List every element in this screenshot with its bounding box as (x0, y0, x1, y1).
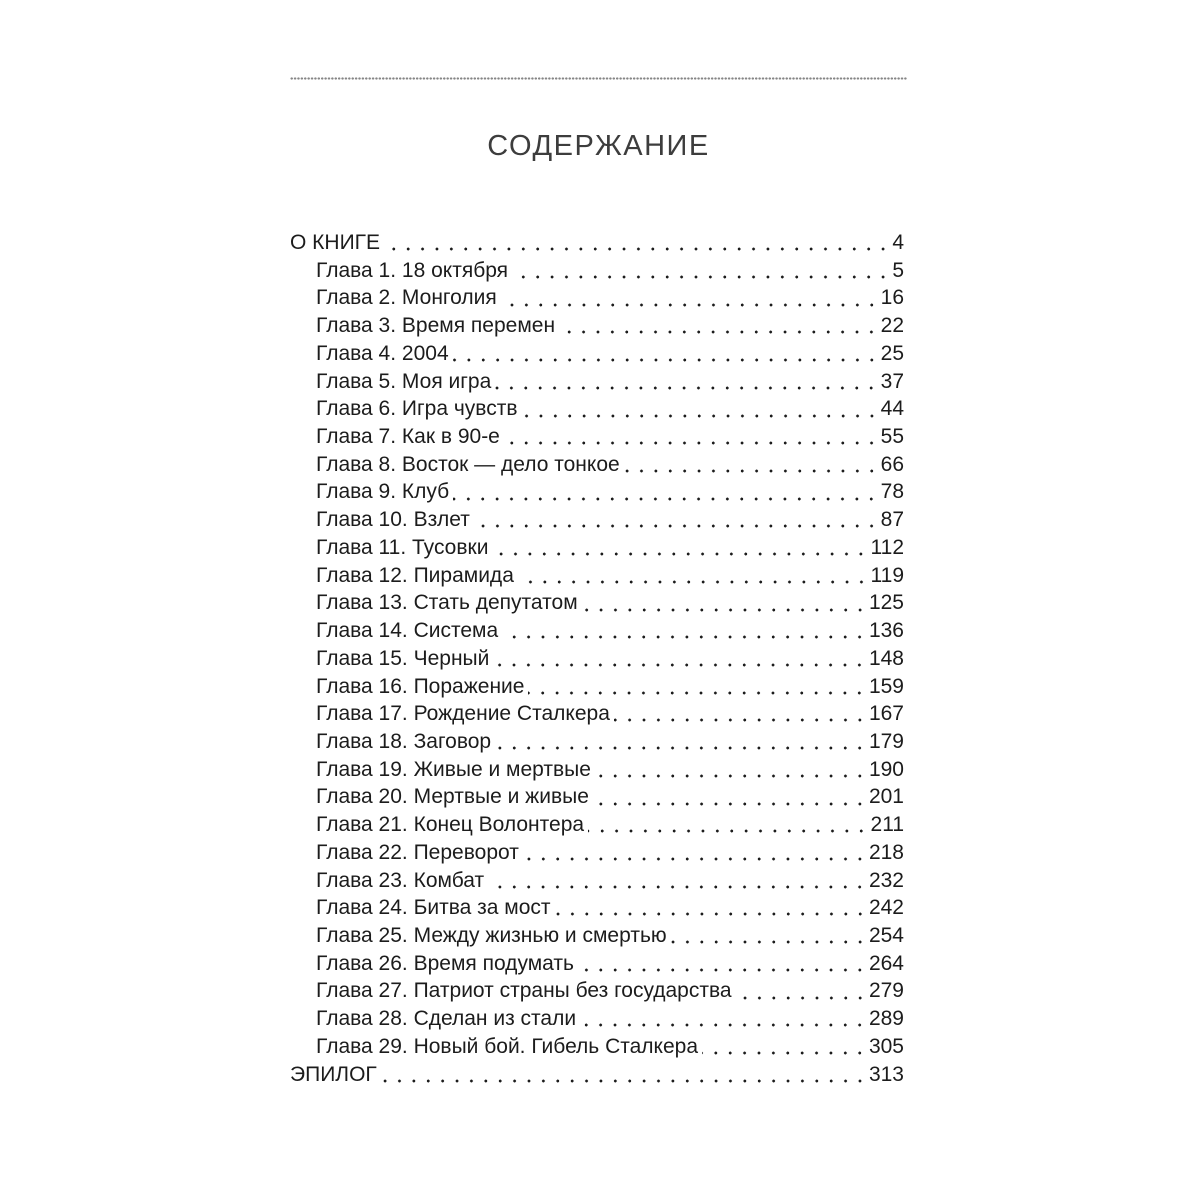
toc-entry (290, 257, 904, 285)
toc-entry-label: Глава 16. Поражение (316, 674, 525, 698)
toc-entry-page: 159 (868, 674, 904, 698)
toc-entry-label: Глава 18. Заговор (316, 729, 492, 753)
toc-entry (290, 922, 904, 950)
toc-entry-label: Глава 9. Клуб (316, 480, 450, 504)
toc-entry-page: 218 (868, 840, 904, 864)
dot-leader (614, 718, 868, 722)
toc-entry-page: 136 (868, 619, 904, 643)
toc-entry-page: 55 (880, 425, 904, 449)
toc-entry (290, 728, 904, 756)
toc-entry-page: 25 (880, 341, 904, 365)
toc-entry-page: 16 (880, 286, 904, 310)
toc-entry (290, 783, 904, 811)
toc-entry-page: 313 (868, 1062, 904, 1086)
toc-entry-label: Глава 28. Сделан из стали (316, 1007, 577, 1031)
toc-entry (290, 478, 904, 506)
toc-entry-label: Глава 12. Пирамида (316, 563, 514, 587)
toc-entry (290, 506, 904, 534)
toc-entry-label: Глава 7. Как в 90-е (316, 425, 500, 449)
toc-entry-label: Глава 19. Живые и мертвые (316, 757, 591, 781)
dot-leader (593, 802, 868, 806)
toc-entry-page: 211 (870, 813, 904, 837)
toc-entry-page: 44 (880, 397, 904, 421)
toc-entry-label: О КНИГЕ (290, 231, 381, 254)
toc-entry-page: 232 (868, 868, 904, 892)
dot-leader (578, 968, 868, 972)
toc-entry-page: 148 (868, 646, 904, 670)
toc-entry-page: 125 (868, 591, 904, 615)
dot-leader (504, 441, 880, 445)
dot-leader (595, 774, 868, 778)
toc-entry-label: Глава 3. Время перемен (316, 314, 556, 338)
toc-entry-label: Глава 25. Между жизнью и смертью (316, 923, 667, 947)
toc-entry (290, 340, 904, 368)
toc-entry-label: ЭПИЛОГ (290, 1062, 377, 1086)
dot-leader (522, 414, 880, 418)
dot-leader (518, 580, 870, 584)
toc-entry (290, 867, 904, 895)
toc-entry (290, 368, 904, 396)
toc-entry-page: 289 (868, 1007, 904, 1031)
toc-entry-page: 119 (870, 563, 904, 587)
dot-leader (624, 469, 880, 473)
dot-leader (493, 663, 868, 667)
dot-leader (512, 275, 891, 279)
toc-entry (290, 700, 904, 728)
dot-leader (474, 524, 880, 528)
toc-entry-page: 279 (868, 979, 904, 1003)
toc-entry-label: Глава 5. Моя игра (316, 369, 492, 393)
toc-entry-label: Глава 4. 2004 (316, 341, 449, 365)
dot-leader (671, 940, 868, 944)
toc-entry-page: 66 (880, 452, 904, 476)
toc-entry (290, 1033, 904, 1061)
toc-entry-label: Глава 13. Стать депутатом (316, 591, 578, 615)
page-title: СОДЕРЖАНИЕ (487, 130, 710, 162)
toc-entry (290, 562, 904, 590)
toc-entry-page: 190 (868, 757, 904, 781)
toc-entry-page: 254 (868, 923, 904, 947)
dot-leader (453, 497, 879, 501)
toc-entry (290, 756, 904, 784)
toc-entry-label: Глава 24. Битва за мост (316, 896, 551, 920)
toc-entry-label: Глава 27. Патриот страны без государства (316, 979, 732, 1003)
dot-leader (588, 829, 869, 833)
toc-entry-label: Глава 6. Игра чувств (316, 397, 518, 421)
toc-entry-label: Глава 29. Новый бой. Гибель Сталкера (316, 1034, 699, 1058)
toc-entry-page: 87 (880, 508, 904, 532)
toc-entry (290, 423, 904, 451)
toc-entry-page: 37 (880, 369, 904, 393)
toc-entry (290, 395, 904, 423)
toc-entry-label: Глава 8. Восток — дело тонкое (316, 452, 620, 476)
toc-entry-page: 305 (868, 1034, 904, 1058)
dot-leader (559, 330, 880, 334)
toc-entry-label: Глава 10. Взлет (316, 508, 470, 532)
toc-entry (290, 839, 904, 867)
table-of-contents (290, 229, 904, 1088)
toc-entry-page: 264 (868, 951, 904, 975)
dot-leader (555, 912, 868, 916)
toc-entry (290, 312, 904, 340)
toc-entry-page: 167 (868, 702, 904, 726)
toc-entry (290, 977, 904, 1005)
toc-entry (290, 284, 904, 312)
toc-entry-page: 179 (868, 729, 904, 753)
toc-entry (290, 589, 904, 617)
toc-entry-label: Глава 2. Монголия (316, 286, 497, 310)
toc-entry-label: Глава 20. Мертвые и живые (316, 785, 589, 809)
dot-leader (495, 746, 868, 750)
toc-entry-label: Глава 15. Черный (316, 646, 490, 670)
toc-entry-label: Глава 22. Переворот (316, 840, 519, 864)
toc-entry (290, 229, 904, 257)
toc-entry-page: 112 (870, 535, 904, 559)
dot-leader (384, 247, 891, 251)
toc-entry (290, 617, 904, 645)
dot-leader (702, 1051, 868, 1055)
dotted-divider (290, 77, 907, 80)
dot-leader (488, 885, 868, 889)
toc-entry-label: Глава 21. Конец Волонтера (316, 813, 585, 837)
dot-leader (501, 303, 880, 307)
toc-entry-label: Глава 14. Система (316, 619, 499, 643)
toc-entry (290, 673, 904, 701)
toc-entry-label: Глава 23. Комбат (316, 868, 485, 892)
toc-entry-label: Глава 26. Время подумать (316, 951, 574, 975)
toc-entry (290, 534, 904, 562)
toc-entry (290, 1005, 904, 1033)
toc-entry (290, 645, 904, 673)
toc-entry-page: 201 (868, 785, 904, 809)
toc-entry (290, 811, 904, 839)
toc-entry-page: 5 (892, 258, 904, 282)
dot-leader (381, 1079, 868, 1083)
toc-entry-page: 242 (868, 896, 904, 920)
toc-entry (290, 451, 904, 479)
toc-entry (290, 894, 904, 922)
toc-entry-page: 4 (892, 231, 904, 254)
toc-entry (290, 1061, 904, 1089)
dot-leader (453, 358, 880, 362)
toc-entry-label: Глава 1. 18 октября (316, 258, 509, 282)
dot-leader (495, 386, 879, 390)
dot-leader (736, 996, 868, 1000)
dot-leader (502, 635, 868, 639)
toc-entry-label: Глава 17. Рождение Сталкера (316, 702, 610, 726)
dot-leader (580, 1023, 868, 1027)
dot-leader (528, 691, 868, 695)
dot-leader (523, 857, 868, 861)
toc-entry-page: 78 (880, 480, 904, 504)
toc-entry-page: 22 (880, 314, 904, 338)
dot-leader (492, 552, 869, 556)
toc-entry (290, 950, 904, 978)
dot-leader (582, 608, 868, 612)
toc-entry-label: Глава 11. Тусовки (316, 535, 489, 559)
